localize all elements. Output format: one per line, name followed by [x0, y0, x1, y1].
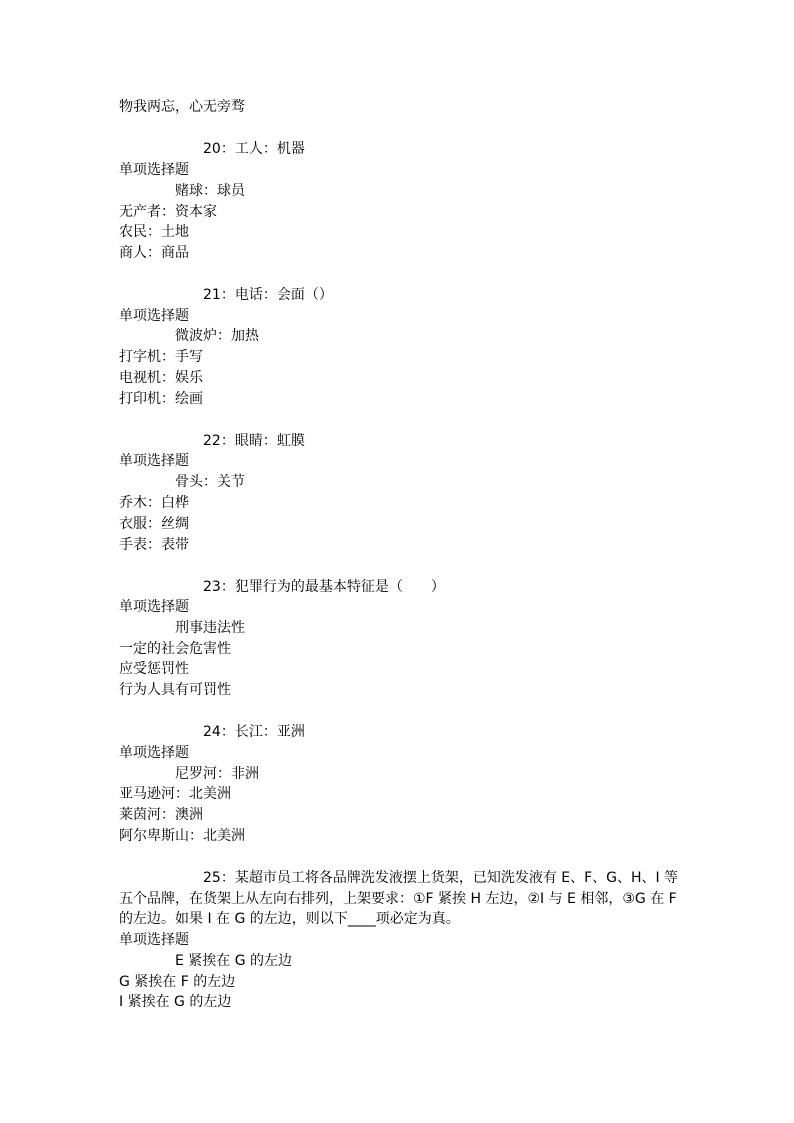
question-21-title: 21：电话：会面（） — [203, 287, 333, 303]
question-22-option-d: 手表：表带 — [119, 537, 189, 553]
question-23-option-d: 行为人具有可罚性 — [119, 682, 231, 698]
question-23-option-a: 刑事违法性 — [175, 620, 245, 636]
question-23-title: 23：犯罪行为的最基本特征是（ ） — [203, 579, 445, 595]
question-24-title: 24：长江：亚洲 — [203, 724, 305, 740]
question-21-option-a: 微波炉：加热 — [175, 328, 259, 344]
question-25-option-b: G 紧挨在 F 的左边 — [119, 974, 236, 990]
question-22-option-b: 乔木：白桦 — [119, 495, 189, 511]
question-20-type: 单项选择题 — [119, 162, 189, 178]
question-24-option-d: 阿尔卑斯山：北美洲 — [119, 828, 245, 844]
question-23-option-c: 应受惩罚性 — [119, 661, 189, 677]
question-25-title-line-1: 25：某超市员工将各品牌洗发液摆上货架，已知洗发液有 E、F、G、H、I 等 — [203, 870, 679, 886]
question-21-type: 单项选择题 — [119, 308, 189, 324]
question-22-type: 单项选择题 — [119, 453, 189, 469]
question-20-option-d: 商人：商品 — [119, 245, 189, 261]
question-25-type: 单项选择题 — [119, 932, 189, 948]
question-25-title-line-2: 五个品牌，在货架上从左向右排列，上架要求：①F 紧挨 H 左边，②I 与 E 相邻，③G 在 F — [119, 891, 677, 907]
question-20-option-b: 无产者：资本家 — [119, 204, 217, 220]
question-22-title: 22：眼睛：虹膜 — [203, 433, 305, 449]
question-22-option-a: 骨头：关节 — [175, 474, 245, 490]
question-21-option-c: 电视机：娱乐 — [119, 370, 203, 386]
question-25-option-a: E 紧挨在 G 的左边 — [175, 953, 293, 969]
question-25-title-line-3: 的左边。如果 I 在 G 的左边，则以下____项必定为真。 — [119, 911, 460, 927]
intro-text: 物我两忘，心无旁骛 — [119, 99, 245, 115]
question-25-option-c: I 紧挨在 G 的左边 — [119, 994, 232, 1010]
question-24-option-b: 亚马逊河：北美洲 — [119, 786, 231, 802]
question-23-option-b: 一定的社会危害性 — [119, 641, 231, 657]
question-22-option-c: 衣服：丝绸 — [119, 516, 189, 532]
question-20-option-c: 农民：土地 — [119, 224, 189, 240]
question-20-title: 20：工人：机器 — [203, 141, 305, 157]
question-24-option-a: 尼罗河：非洲 — [175, 766, 259, 782]
question-20-option-a: 赌球：球员 — [175, 183, 245, 199]
question-21-option-b: 打字机：手写 — [119, 349, 203, 365]
question-24-option-c: 莱茵河：澳洲 — [119, 807, 203, 823]
question-21-option-d: 打印机：绘画 — [119, 391, 203, 407]
question-23-type: 单项选择题 — [119, 599, 189, 615]
question-24-type: 单项选择题 — [119, 745, 189, 761]
